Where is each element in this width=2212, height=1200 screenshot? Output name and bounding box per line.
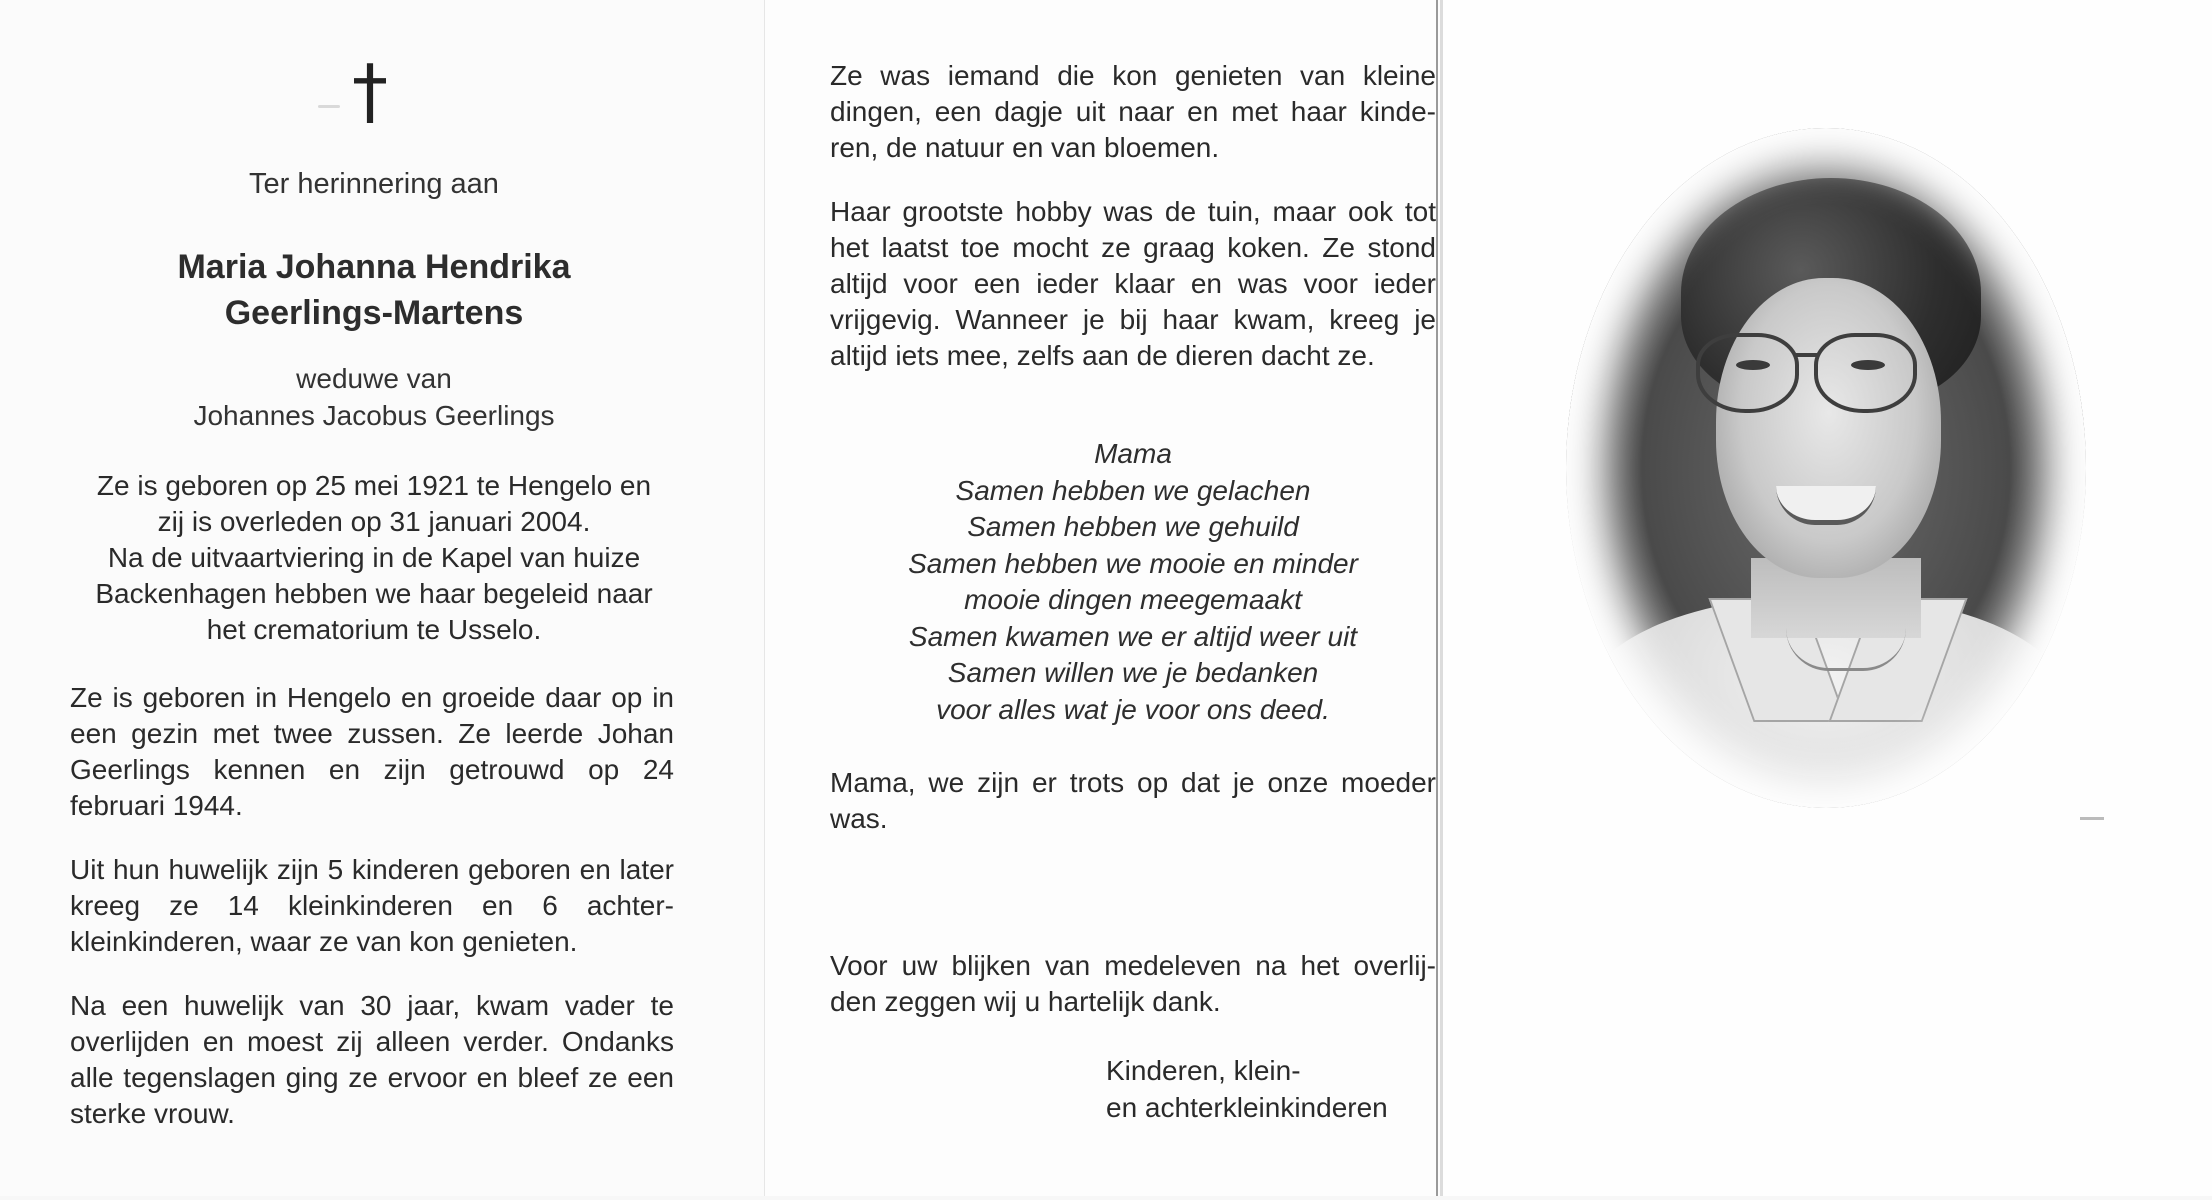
birth-line-4: Backenhagen hebben we haar begeleid naar [95, 578, 653, 609]
signature-line-2: en achterkleinkinderen [1106, 1092, 1388, 1123]
family-paragraph: Ze is geboren in Hengelo en groeide daar op in een gezin met twee zussen. Ze leerde Johan Geerlings kennen en zijn getrouwd op 24 februari 1944. [70, 682, 674, 821]
poem-line: Samen willen we je bedanken [947, 657, 1319, 688]
poem-line: Mama [1094, 438, 1172, 469]
widow-of [40, 360, 708, 434]
name-line-1: Maria Johanna Hendrika [177, 248, 571, 286]
birth-line-1: Ze is geboren op 25 mei 1921 te Hengelo en [96, 470, 652, 501]
signature-line-1: Kinderen, klein- [1106, 1055, 1301, 1086]
poem-line: mooie dingen meegemaakt [964, 584, 1302, 615]
speck-mark [2080, 817, 2104, 820]
hobby-paragraph: Haar grootste hobby was de tuin, maar ook tot het laatst toe mocht ze graag koken. Ze stond altijd voor een ieder klaar en was voor ieder vrijgevig. Wanneer je bij haar kwam, kreeg je altijd iets mee, zelfs aan de dieren dacht ze. [830, 196, 1436, 371]
poem-line: Samen kwamen we er altijd weer uit [908, 620, 1358, 652]
birth-line-3: Na de uitvaartviering in de Kapel van huize [107, 542, 641, 573]
name-line-2: Geerlings-Martens [224, 294, 524, 332]
widow-line-2: Johannes Jacobus Geerlings [193, 400, 555, 431]
poem [830, 436, 1436, 728]
fold-line [1436, 0, 1438, 1196]
birth-line-5: het crematorium te Usselo. [206, 614, 542, 645]
birth-line-2: zij is overleden op 31 januari 2004. [157, 506, 591, 537]
cross-icon: † [352, 49, 388, 133]
poem-line: Samen hebben we gehuild [967, 511, 1299, 542]
portrait-vignette [1566, 128, 2086, 808]
poem-line: voor alles wat je voor ons deed. [936, 693, 1330, 725]
proud-paragraph: Mama, we zijn er trots op dat je onze moeder was. [830, 767, 1436, 834]
widowhood-paragraph: Na een huwelijk van 30 jaar, kwam vader te overlijden en moest zij alleen verder. Ondanks alle tegenslagen ging ze ervoor en bleef ze een sterke vrouw. [70, 990, 674, 1129]
poem-line: Samen hebben we mooie en minder [908, 547, 1358, 579]
portrait-photo [1566, 128, 2086, 808]
children-paragraph: Uit hun huwelijk zijn 5 kinderen geboren en later kreeg ze 14 kleinkinderen en 6 achter-kleinkinderen, waar ze van kon genieten. [70, 854, 674, 957]
signature [1106, 1052, 1388, 1126]
thanks-paragraph: Voor uw blijken van medeleven na het overlij-den zeggen wij u hartelijk dank. [830, 950, 1436, 1017]
birth-death-block [40, 468, 708, 648]
widow-line-1: weduwe van [296, 363, 452, 394]
intro-text: Ter herinnering aan [249, 168, 499, 200]
deceased-name [40, 244, 708, 336]
poem-line: Samen hebben we gelachen [955, 474, 1311, 506]
enjoy-paragraph: Ze was iemand die kon genieten van kleine dingen, een dagje uit naar en met haar kinde-ren, de natuur en van bloemen. [830, 60, 1436, 163]
